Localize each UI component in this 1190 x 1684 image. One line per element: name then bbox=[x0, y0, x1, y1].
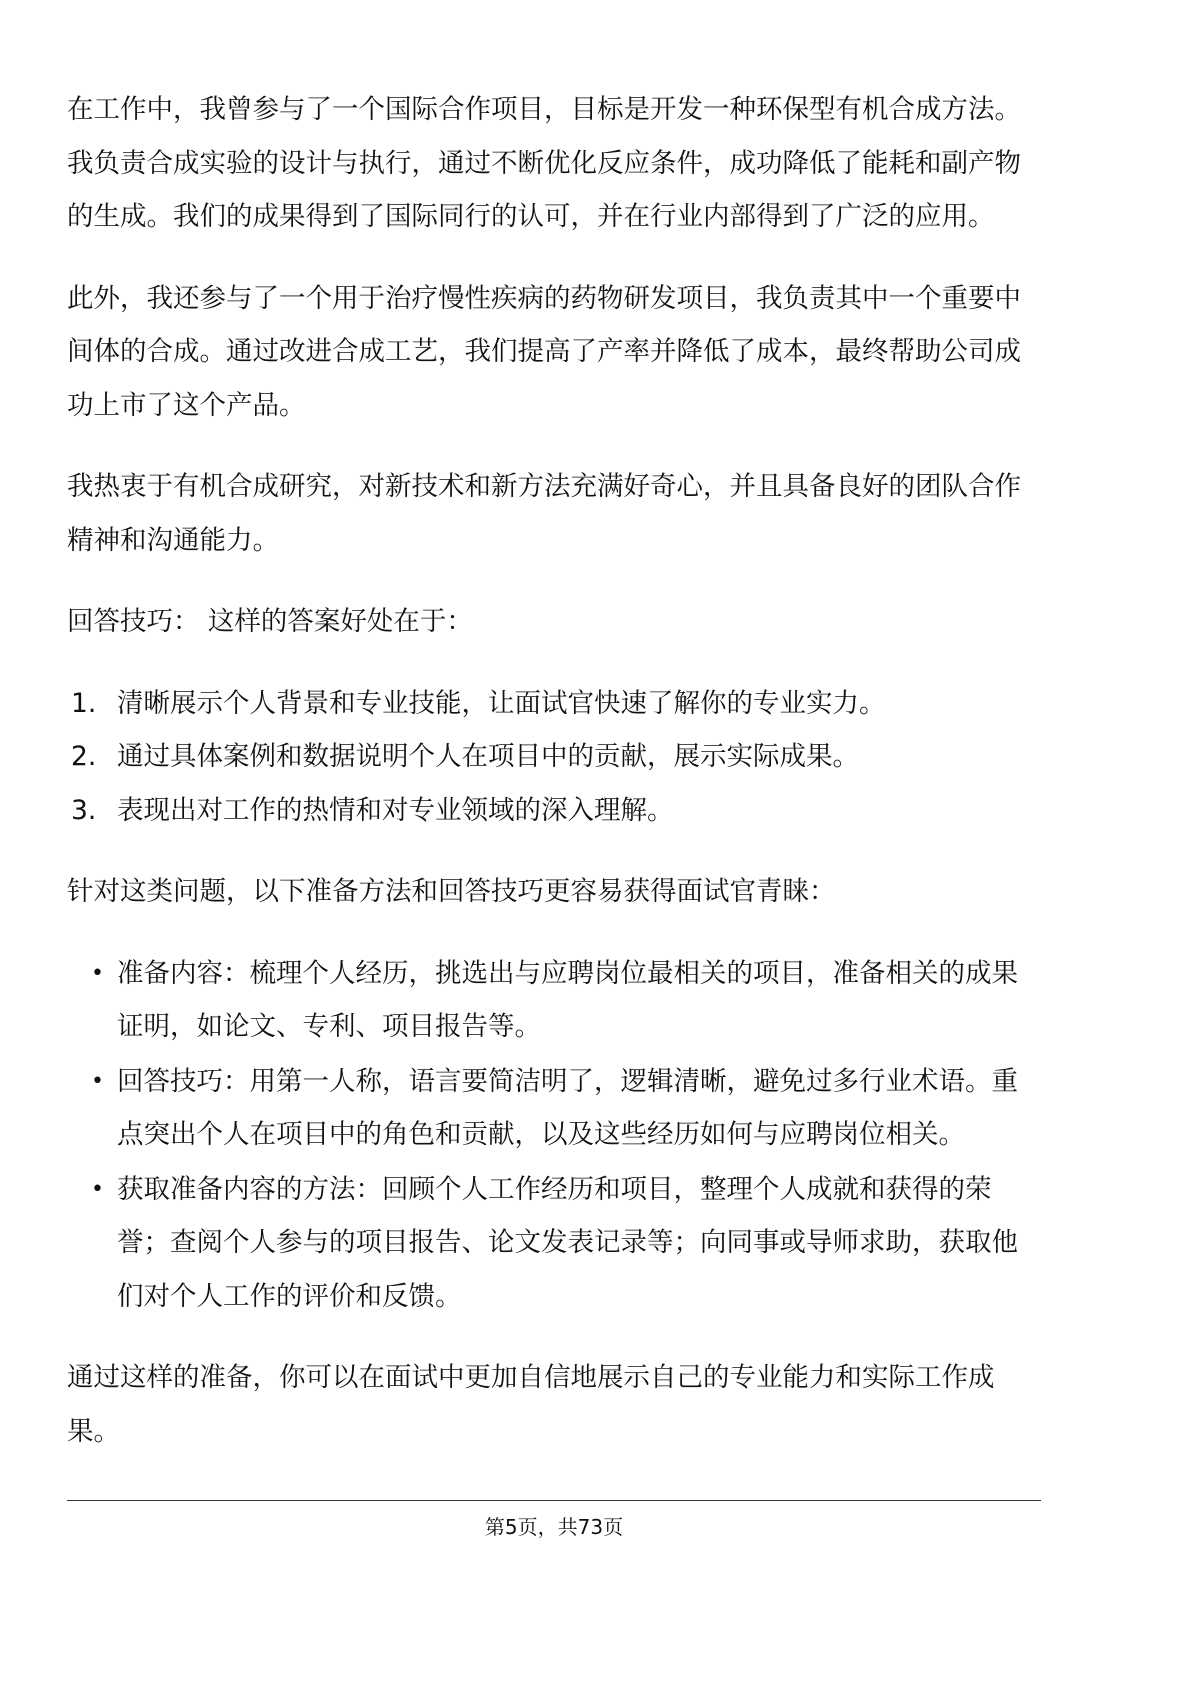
list-item bbox=[67, 784, 1041, 838]
list-item-text: 回答技巧：用第一人称，语言要简洁明了，逻辑清晰，避免过多行业术语。重点突出个人在项目中的角色和贡献，以及这些经历如何与应聘岗位相关。 bbox=[117, 1065, 1018, 1150]
list-number: 3. bbox=[71, 794, 97, 826]
list-number: 2. bbox=[71, 741, 97, 772]
list-item bbox=[67, 1163, 1041, 1324]
list-item-text: 获取准备内容的方法：回顾个人工作经历和项目，整理个人成就和获得的荣誉；查阅个人参与的项目报告、论文发表记录等；向同事或导师求助，获取他们对个人工作的评价和反馈。 bbox=[117, 1173, 1018, 1312]
paragraph-personal-traits: 我热衷于有机合成研究，对新技术和新方法充满好奇心，并且具备良好的团队合作精神和沟通能力。 bbox=[67, 471, 1021, 556]
list-item-text: 表现出对工作的热情和对专业领域的深入理解。 bbox=[117, 794, 674, 826]
bullet-icon: • bbox=[91, 1176, 104, 1202]
bullet-icon: • bbox=[91, 960, 104, 986]
list-item-text: 通过具体案例和数据说明个人在项目中的贡献，展示实际成果。 bbox=[117, 741, 859, 772]
list-item-text: 准备内容：梳理个人经历，挑选出与应聘岗位最相关的项目，准备相关的成果证明，如论文、专利、项目报告等。 bbox=[117, 957, 1018, 1042]
benefits-ordered-list bbox=[67, 677, 1041, 838]
bullet-icon: • bbox=[91, 1068, 104, 1094]
list-item bbox=[67, 947, 1041, 1054]
paragraph-prep-intro: 针对这类问题，以下准备方法和回答技巧更容易获得面试官青睐： bbox=[67, 876, 836, 907]
list-item bbox=[67, 730, 1041, 784]
paragraph-tips-intro: 回答技巧： 这样的答案好处在于： bbox=[67, 606, 473, 637]
footer-divider bbox=[67, 1500, 1041, 1501]
paragraph-drug-project: 此外，我还参与了一个用于治疗慢性疾病的药物研发项目，我负责其中一个重要中间体的合成。通过改进合成工艺，我们提高了产率并降低了成本，最终帮助公司成功上市了这个产品。 bbox=[67, 282, 1021, 421]
list-item-text: 清晰展示个人背景和专业技能，让面试官快速了解你的专业实力。 bbox=[117, 687, 886, 719]
paragraph-project-experience: 在工作中，我曾参与了一个国际合作项目，目标是开发一种环保型有机合成方法。我负责合成实验的设计与执行，通过不断优化反应条件，成功降低了能耗和副产物的生成。我们的成果得到了国际同行的认可，并在行业内部得到了广泛的应用。 bbox=[67, 94, 1021, 232]
list-item bbox=[67, 1055, 1041, 1162]
list-number: 1. bbox=[71, 687, 97, 719]
document-body bbox=[67, 83, 1041, 1486]
prep-bullet-list bbox=[67, 947, 1041, 1324]
list-item bbox=[67, 677, 1041, 731]
page-number: 第5页，共73页 bbox=[484, 1515, 624, 1539]
paragraph-closing: 通过这样的准备，你可以在面试中更加自信地展示自己的专业能力和实际工作成果。 bbox=[67, 1362, 995, 1447]
